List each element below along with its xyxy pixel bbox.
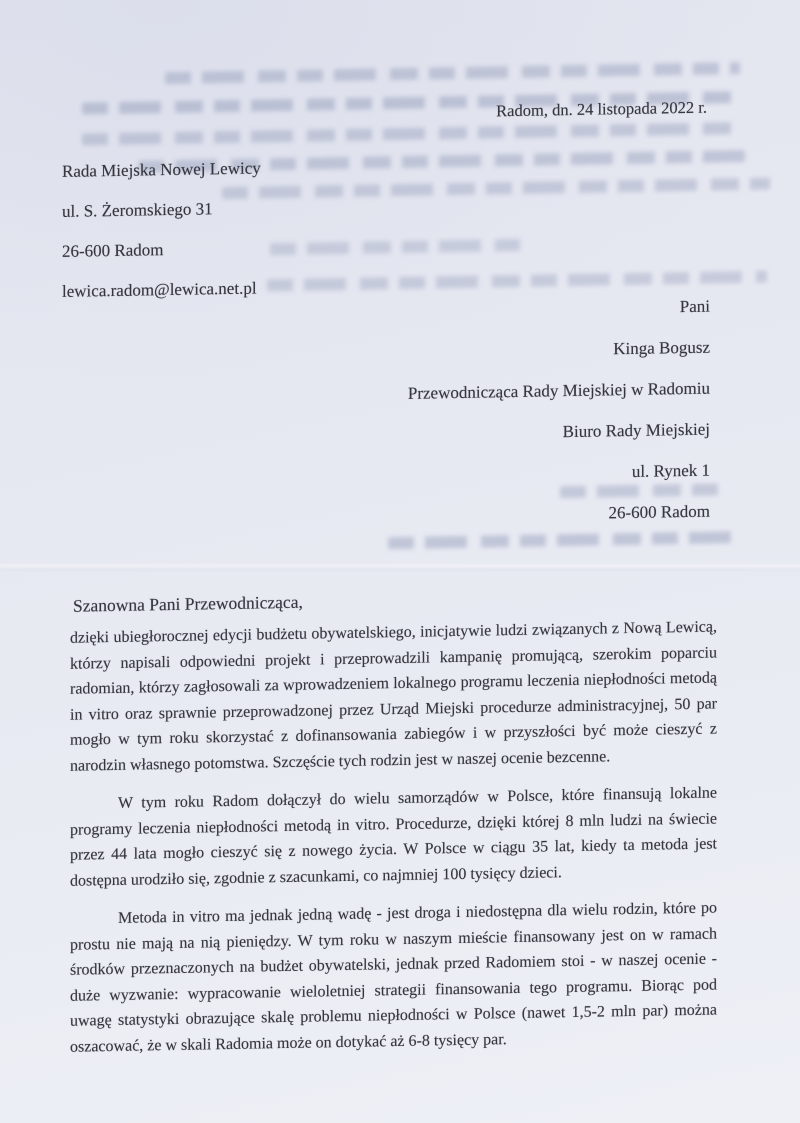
recipient-address-block [408,297,710,548]
recipient-title: Przewodnicząca Rady Miejskiej w Radomiu [407,378,710,403]
salutation: Szanowna Pani Przewodnicząca, [73,591,303,616]
date-line: Radom, dn. 24 listopada 2022 r. [496,97,707,121]
recipient-name: Kinga Bogusz [613,337,710,359]
bleedthrough-text-line [267,271,767,292]
recipient-office: Biuro Rady Miejskiej [562,419,710,442]
recipient-city: 26-600 Radom [608,501,710,523]
sender-email: lewica.radom@lewica.net.pl [62,278,257,301]
bleedthrough-text-line [82,122,737,145]
recipient-honorific: Pani [679,296,710,317]
bleedthrough-text-line [270,239,520,255]
bleedthrough-text-line [222,178,770,200]
fold-crease [0,563,800,571]
sender-city: 26-600 Radom [62,240,164,261]
paragraph-2: W tym roku Radom dołączył do wielu samorządów w Polsce, które finansują lokalne programy leczenia niepłodności metodą in vitro. Procedurze, dzięki której 8 mln ludzi na świecie przez 44 lata mogło cieszyć się z nowego życia. W Polsce w ciągu 35 lat, kiedy ta metoda jest dostępna urodziło się, zgodnie z szacunkami, co najmniej 100 tysięcy dzieci. [70,784,717,890]
letter-body [70,614,717,1059]
sender-name: Rada Miejska Nowej Lewicy [62,158,261,181]
paragraph-3: Metoda in vitro ma jednak jedną wadę - jest droga i niedostępna dla wielu rodzin, które po prostu nie mają na nią pieniędzy. W tym roku w naszym mieście finansowany jest on w ramach środków przeznaczonych na budżet obywatelski, jednak przed Radomiem stoi - w naszej ocenie - duże wyzwanie: wypracowanie wieloletniej strategii finansowania tego programu. Biorąc pod uwagę statystyki obrazujące skalę problemu niepłodności w Polsce (nawet 1,5-2 mln par) można oszacować, że w skali Radomia może on dotykać aż 6-8 tysięcy par. [70,899,717,1056]
recipient-street: ul. Rynek 1 [631,460,710,481]
sender-address-block [62,158,261,321]
bleedthrough-text-line [165,62,740,84]
sender-street: ul. S. Żeromskiego 31 [62,199,213,221]
paragraph-1: dzięki ubiegłorocznej edycji budżetu obywatelskiego, inicjatywie ludzi związanych z Nową Lewicą, którzy napisali odpowiedni projekt i przeprowadzili kampanię promującą, szerokim poparciu radomian, którzy zagłosowali za wprowadzeniem lokalnego programu leczenia niepłodności metodą in vitro oraz sprawnie przeprowadzonej przez Urząd Miejski procedurze administracyjnej, 50 par mogło w tym roku skorzystać z dofinansowania zabiegów i w przyszłości być może cieszyć z narodzin własnego potomstwa. Szczęście tych rodzin jest w naszej ocenie bezcenne. [70,618,717,775]
